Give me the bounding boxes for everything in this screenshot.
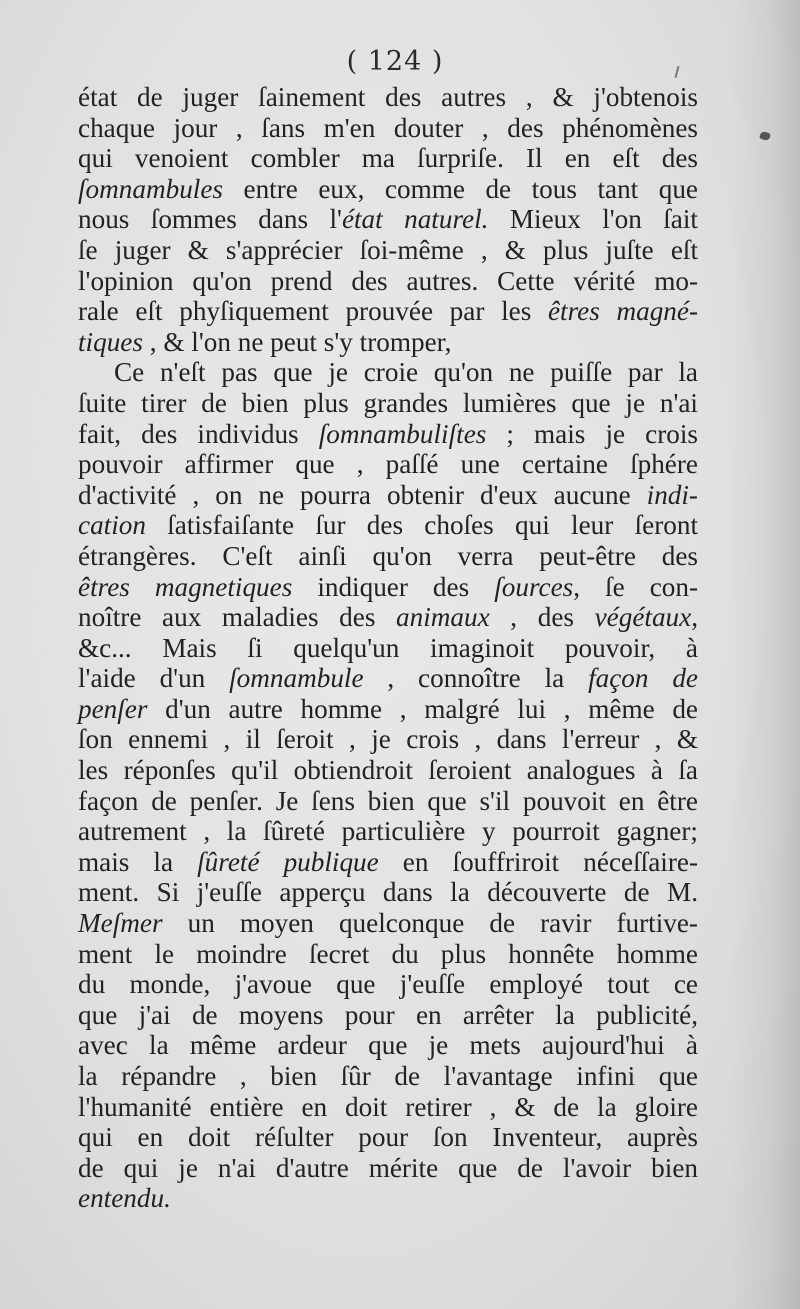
text-segment: ment. Si j'euſſe apperçu dans la découverte de M. xyxy=(78,877,698,908)
text-line xyxy=(78,877,698,908)
text-segment: d'un autre homme , malgré lui , même de xyxy=(147,693,698,724)
text-line xyxy=(78,510,698,541)
text-segment: autrement , la ſûreté particulière y pourroit gagner; xyxy=(78,816,698,847)
text-segment: ; mais je crois xyxy=(486,418,698,449)
italic-text: penſer xyxy=(78,693,148,724)
page-number: ( 124 ) xyxy=(346,46,444,77)
text-segment: avec la même ardeur que je mets aujourd'hui à xyxy=(78,1030,698,1061)
text-segment: les réponſes qu'il obtiendroit ſeroient analogues à ſa xyxy=(78,755,698,786)
text-line xyxy=(78,602,698,633)
text-line xyxy=(78,449,698,480)
text-line xyxy=(78,1122,698,1153)
italic-text: êtres magnetiques xyxy=(78,571,293,602)
text-line xyxy=(78,266,698,297)
text-segment: que j'ai de moyens pour en arrêter la publicité, xyxy=(78,999,698,1030)
text-line xyxy=(78,113,698,144)
body-text xyxy=(78,82,698,1214)
text-line xyxy=(78,82,698,113)
text-segment: l'opinion qu'on prend des autres. Cette vérité mo- xyxy=(78,265,698,296)
text-line xyxy=(78,204,698,235)
text-line xyxy=(78,816,698,847)
text-segment: &c... Mais ſi quelqu'un imaginoit pouvoir, à xyxy=(78,632,698,663)
text-segment: , des xyxy=(489,602,595,633)
text-segment: Ce n'eſt pas que je croie qu'on ne puiſſe par la xyxy=(114,357,698,388)
text-line xyxy=(78,1000,698,1031)
text-segment: , ſe con- xyxy=(573,571,698,602)
text-line xyxy=(78,939,698,970)
page-gutter-shadow xyxy=(730,0,800,1309)
text-line xyxy=(78,235,698,266)
text-line xyxy=(78,663,698,694)
italic-text: êtres magné- xyxy=(547,296,699,327)
text-segment: ſuite tirer de bien plus grandes lumières que je n'ai xyxy=(78,387,698,418)
text-line xyxy=(78,572,698,603)
text-line xyxy=(78,633,698,664)
text-line xyxy=(78,786,698,817)
italic-text: ſomnambuliſtes xyxy=(318,418,487,449)
italic-text: ſources xyxy=(494,571,574,602)
italic-text: état naturel. xyxy=(341,204,489,235)
italic-text: végétaux xyxy=(594,602,692,633)
text-line xyxy=(78,357,698,388)
text-segment: la répandre , bien ſûr de l'avantage infini que xyxy=(78,1061,698,1091)
text-segment: en ſouffriroit néceſſaire- xyxy=(378,846,698,877)
text-segment: chaque jour , ſans m'en douter , des phénomènes xyxy=(78,112,698,143)
text-segment: état de juger ſainement des autres , & j'obtenois xyxy=(78,82,698,112)
text-line xyxy=(78,908,698,939)
text-segment: étrangères. C'eſt ainſi qu'on verra peut-être des xyxy=(78,540,698,571)
text-line xyxy=(78,1092,698,1123)
italic-text: entendu. xyxy=(78,1183,171,1214)
text-line xyxy=(78,694,698,725)
italic-text: animaux xyxy=(396,602,490,633)
text-line xyxy=(78,541,698,572)
text-line xyxy=(78,1061,698,1092)
italic-text: cation xyxy=(78,510,146,541)
text-segment: fait, des individus xyxy=(78,418,319,449)
text-segment: pouvoir affirmer que , paſſé une certaine ſphére xyxy=(78,449,698,480)
text-line xyxy=(78,174,698,205)
text-segment: qui en doit réſulter pour ſon Inventeur, auprès xyxy=(78,1122,698,1153)
italic-text: ſomnambule xyxy=(229,663,364,694)
text-line xyxy=(78,969,698,1000)
text-segment: noître aux maladies des xyxy=(78,602,397,633)
text-segment: indiquer des xyxy=(292,571,495,602)
text-line xyxy=(78,724,698,755)
text-segment: , connoître la xyxy=(363,663,589,694)
text-segment: rale eſt phyſiquement prouvée par les xyxy=(78,296,548,327)
text-line xyxy=(78,480,698,511)
text-line xyxy=(78,388,698,419)
italic-text: façon de xyxy=(588,663,698,694)
text-segment: mais la xyxy=(78,846,198,877)
text-segment: qui venoient combler ma ſurpriſe. Il en eſt des xyxy=(78,143,698,174)
text-segment: l'aide d'un xyxy=(78,663,230,694)
italic-text: ſûreté publique xyxy=(197,846,379,877)
text-line xyxy=(78,847,698,878)
text-line xyxy=(78,419,698,450)
text-line xyxy=(78,1030,698,1061)
text-segment: d'activité , on ne pourra obtenir d'eux aucune xyxy=(78,479,647,510)
italic-text: tiques xyxy=(78,326,143,357)
text-segment: ſatisfaiſante ſur des choſes qui leur ſeront xyxy=(145,510,698,541)
text-line xyxy=(78,1153,698,1184)
italic-text: ſomnambules xyxy=(78,173,223,204)
italic-text: Meſmer xyxy=(78,908,163,939)
text-line xyxy=(78,755,698,786)
text-segment: de qui je n'ai d'autre mérite que de l'avoir bien xyxy=(78,1152,698,1183)
text-segment: ment le moindre ſecret du plus honnête homme xyxy=(78,938,698,969)
text-segment: un moyen quelconque de ravir furtive- xyxy=(162,908,698,939)
text-segment: l'humanité entière en doit retirer , & de la gloire xyxy=(78,1091,698,1122)
text-segment: ſon ennemi , il ſeroit , je crois , dans l'erreur , & xyxy=(78,724,698,755)
text-segment: , & l'on ne peut s'y tromper, xyxy=(142,326,452,357)
text-segment: façon de penſer. Je ſens bien que s'il pouvoit en être xyxy=(78,785,698,816)
text-line xyxy=(78,1183,698,1214)
italic-text: indi- xyxy=(646,479,698,510)
text-segment: nous ſommes dans l' xyxy=(78,204,342,235)
text-segment: ſe juger & s'apprécier ſoi-même , & plus juſte eſt xyxy=(78,234,698,265)
text-line xyxy=(78,296,698,327)
text-segment: , xyxy=(691,602,699,633)
text-segment: entre eux, comme de tous tant que xyxy=(223,173,698,204)
text-segment: du monde, j'avoue que j'euſſe employé tout ce xyxy=(78,969,698,1000)
text-line xyxy=(78,327,698,358)
text-segment: Mieux l'on ſait xyxy=(488,204,698,235)
text-line xyxy=(78,143,698,174)
